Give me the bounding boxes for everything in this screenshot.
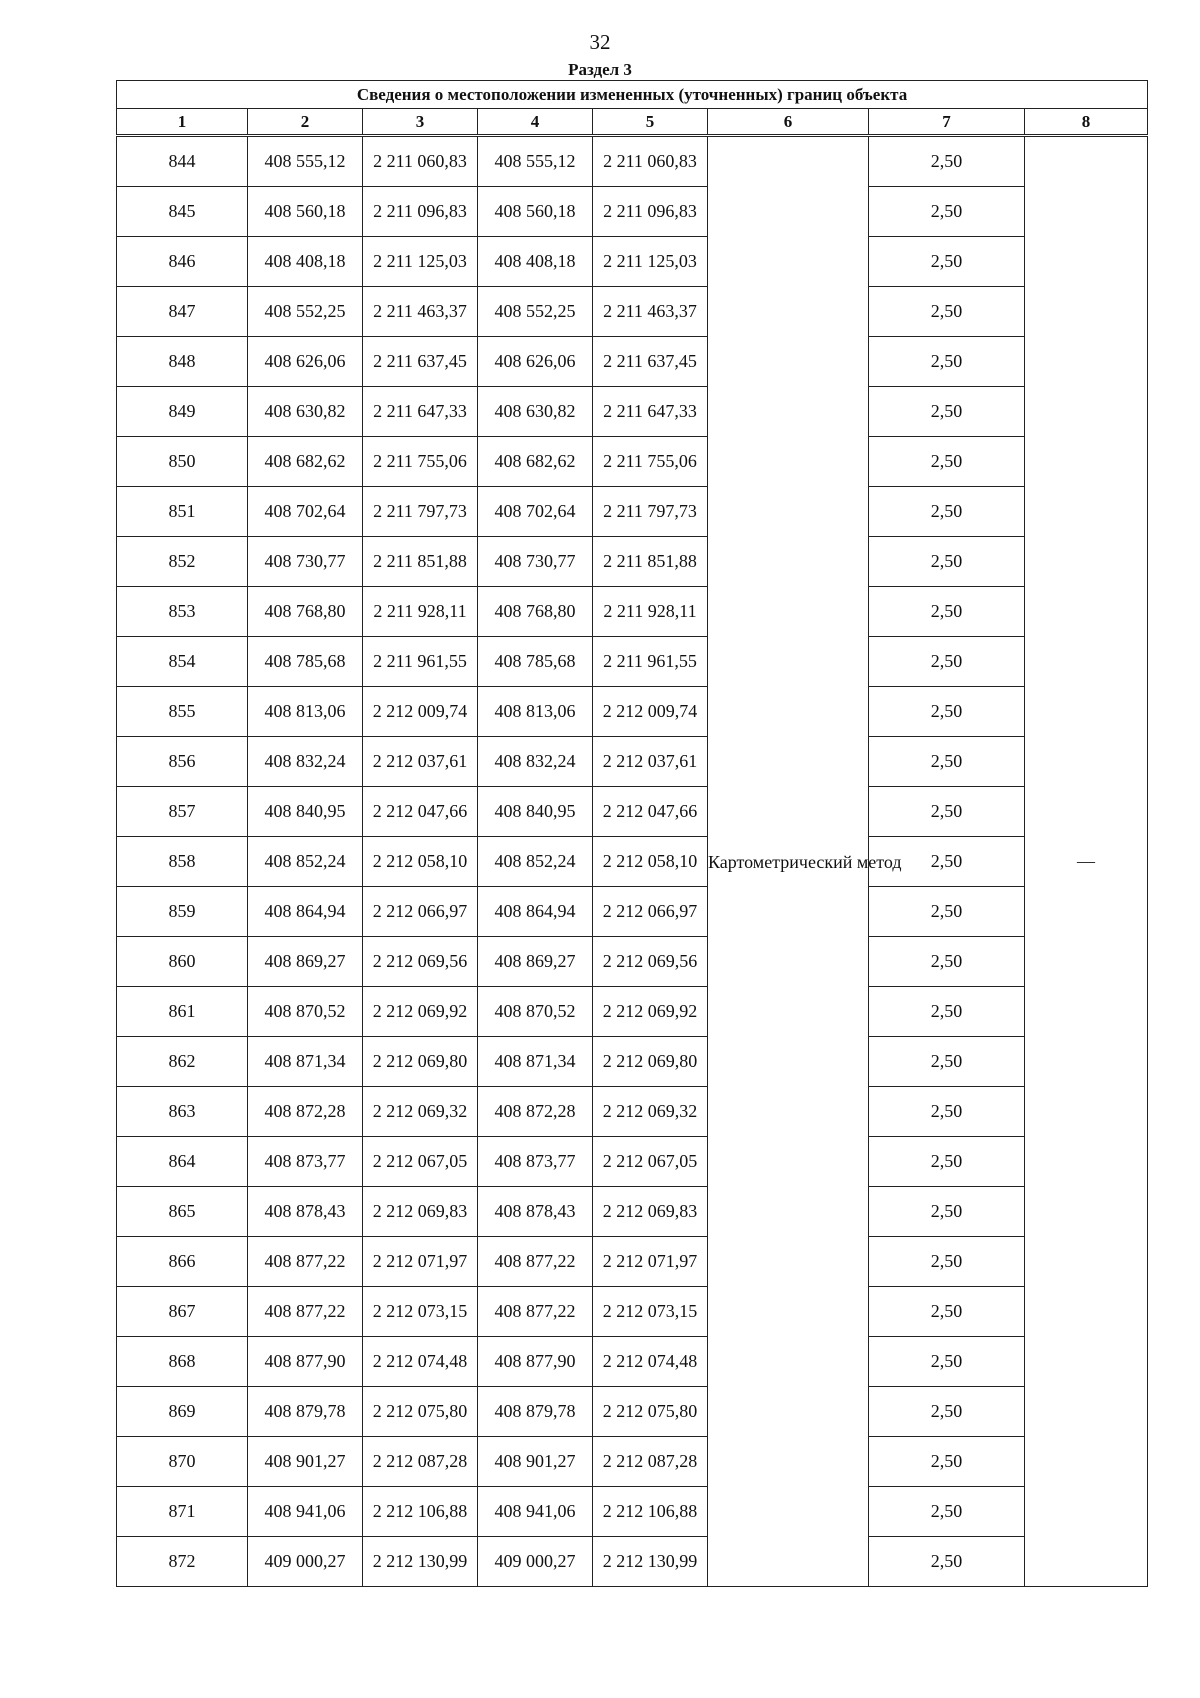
x-old-cell: 408 879,78 [248,1387,363,1437]
column-number: 4 [478,109,593,136]
x-old-cell: 408 702,64 [248,487,363,537]
page-number: 32 [589,30,611,54]
y-old-cell: 2 212 074,48 [363,1337,478,1387]
y-new-cell: 2 212 037,61 [593,737,708,787]
table-row [117,987,1148,1037]
x-old-cell: 408 877,22 [248,1287,363,1337]
accuracy-cell: 2,50 [869,887,1025,937]
y-old-cell: 2 212 069,80 [363,1037,478,1087]
y-new-cell: 2 212 069,80 [593,1037,708,1087]
x-old-cell: 408 869,27 [248,937,363,987]
table-row [117,737,1148,787]
table-row [117,337,1148,387]
point-number-cell: 870 [117,1437,248,1487]
x-old-cell: 408 871,34 [248,1037,363,1087]
point-number-cell: 866 [117,1237,248,1287]
column8-cell: — [1025,136,1148,1587]
accuracy-cell: 2,50 [869,1487,1025,1537]
y-old-cell: 2 211 928,11 [363,587,478,637]
x-old-cell: 408 864,94 [248,887,363,937]
x-new-cell: 408 555,12 [478,136,593,187]
x-new-cell: 408 878,43 [478,1187,593,1237]
x-new-cell: 408 901,27 [478,1437,593,1487]
accuracy-cell: 2,50 [869,1087,1025,1137]
y-new-cell: 2 212 009,74 [593,687,708,737]
point-number-cell: 855 [117,687,248,737]
y-new-cell: 2 211 463,37 [593,287,708,337]
x-old-cell: 408 870,52 [248,987,363,1037]
table-row [117,837,1148,887]
accuracy-cell: 2,50 [869,1137,1025,1187]
y-old-cell: 2 212 047,66 [363,787,478,837]
y-old-cell: 2 212 069,83 [363,1187,478,1237]
y-old-cell: 2 212 058,10 [363,837,478,887]
x-new-cell: 408 813,06 [478,687,593,737]
point-number-cell: 846 [117,237,248,287]
column-number: 2 [248,109,363,136]
accuracy-cell: 2,50 [869,1287,1025,1337]
section-title: Раздел 3 [568,60,632,79]
accuracy-cell: 2,50 [869,937,1025,987]
y-new-cell: 2 211 637,45 [593,337,708,387]
y-old-cell: 2 211 060,83 [363,136,478,187]
y-old-cell: 2 212 071,97 [363,1237,478,1287]
x-new-cell: 408 871,34 [478,1037,593,1087]
x-old-cell: 408 877,90 [248,1337,363,1387]
y-old-cell: 2 212 069,56 [363,937,478,987]
point-number-cell: 848 [117,337,248,387]
y-new-cell: 2 212 106,88 [593,1487,708,1537]
x-new-cell: 408 877,90 [478,1337,593,1387]
point-number-cell: 862 [117,1037,248,1087]
x-old-cell: 408 626,06 [248,337,363,387]
x-new-cell: 408 869,27 [478,937,593,987]
column-number: 5 [593,109,708,136]
x-new-cell: 408 941,06 [478,1487,593,1537]
point-number-cell: 864 [117,1137,248,1187]
accuracy-cell: 2,50 [869,437,1025,487]
y-new-cell: 2 212 087,28 [593,1437,708,1487]
table-row [117,1187,1148,1237]
column-number: 7 [869,109,1025,136]
y-old-cell: 2 211 851,88 [363,537,478,587]
x-new-cell: 408 730,77 [478,537,593,587]
y-new-cell: 2 212 130,99 [593,1537,708,1587]
accuracy-cell: 2,50 [869,1537,1025,1587]
y-old-cell: 2 212 069,92 [363,987,478,1037]
accuracy-cell: 2,50 [869,1237,1025,1287]
accuracy-cell: 2,50 [869,337,1025,387]
accuracy-cell: 2,50 [869,387,1025,437]
table-row [117,787,1148,837]
y-new-cell: 2 211 928,11 [593,587,708,637]
accuracy-cell: 2,50 [869,1037,1025,1087]
table-row [117,1437,1148,1487]
y-old-cell: 2 212 075,80 [363,1387,478,1437]
y-old-cell: 2 211 637,45 [363,337,478,387]
y-old-cell: 2 212 067,05 [363,1137,478,1187]
y-old-cell: 2 211 647,33 [363,387,478,437]
x-new-cell: 408 879,78 [478,1387,593,1437]
point-number-cell: 849 [117,387,248,437]
point-number-cell: 847 [117,287,248,337]
table-body [117,136,1148,1587]
table-row [117,537,1148,587]
y-old-cell: 2 212 073,15 [363,1287,478,1337]
table-caption-row [117,81,1148,109]
accuracy-cell: 2,50 [869,587,1025,637]
x-old-cell: 408 408,18 [248,237,363,287]
y-new-cell: 2 211 096,83 [593,187,708,237]
accuracy-cell: 2,50 [869,837,1025,887]
table-row [117,387,1148,437]
y-new-cell: 2 212 066,97 [593,887,708,937]
table-row [117,887,1148,937]
column-number: 1 [117,109,248,136]
point-number-cell: 844 [117,136,248,187]
y-old-cell: 2 211 096,83 [363,187,478,237]
table-row [117,437,1148,487]
x-old-cell: 408 941,06 [248,1487,363,1537]
x-new-cell: 408 840,95 [478,787,593,837]
x-new-cell: 408 852,24 [478,837,593,887]
x-old-cell: 408 768,80 [248,587,363,637]
accuracy-cell: 2,50 [869,1387,1025,1437]
column-number: 8 [1025,109,1148,136]
point-number-cell: 853 [117,587,248,637]
y-old-cell: 2 212 069,32 [363,1087,478,1137]
table-row [117,187,1148,237]
accuracy-cell: 2,50 [869,737,1025,787]
x-old-cell: 408 840,95 [248,787,363,837]
y-new-cell: 2 212 073,15 [593,1287,708,1337]
accuracy-cell: 2,50 [869,237,1025,287]
table-row [117,1487,1148,1537]
table-row [117,1137,1148,1187]
point-number-cell: 871 [117,1487,248,1537]
table-row [117,637,1148,687]
x-new-cell: 408 682,62 [478,437,593,487]
y-new-cell: 2 211 755,06 [593,437,708,487]
accuracy-cell: 2,50 [869,987,1025,1037]
y-new-cell: 2 212 069,92 [593,987,708,1037]
accuracy-cell: 2,50 [869,637,1025,687]
point-number-cell: 869 [117,1387,248,1437]
point-number-cell: 857 [117,787,248,837]
point-number-cell: 859 [117,887,248,937]
table-row [117,487,1148,537]
column-number: 6 [708,109,869,136]
y-new-cell: 2 211 125,03 [593,237,708,287]
accuracy-cell: 2,50 [869,187,1025,237]
x-old-cell: 408 552,25 [248,287,363,337]
accuracy-cell: 2,50 [869,1437,1025,1487]
column-number: 3 [363,109,478,136]
y-new-cell: 2 211 961,55 [593,637,708,687]
x-new-cell: 408 877,22 [478,1237,593,1287]
point-number-cell: 852 [117,537,248,587]
table-row [117,1037,1148,1087]
y-new-cell: 2 211 060,83 [593,136,708,187]
accuracy-cell: 2,50 [869,136,1025,187]
table-row [117,1087,1148,1137]
x-new-cell: 408 877,22 [478,1287,593,1337]
x-new-cell: 408 560,18 [478,187,593,237]
y-old-cell: 2 212 037,61 [363,737,478,787]
y-new-cell: 2 211 647,33 [593,387,708,437]
accuracy-cell: 2,50 [869,687,1025,737]
x-old-cell: 409 000,27 [248,1537,363,1587]
x-old-cell: 408 560,18 [248,187,363,237]
table-row [117,937,1148,987]
column-number-row [117,109,1148,136]
point-number-cell: 851 [117,487,248,537]
y-old-cell: 2 211 125,03 [363,237,478,287]
table-row [117,1387,1148,1437]
x-old-cell: 408 901,27 [248,1437,363,1487]
x-new-cell: 408 630,82 [478,387,593,437]
x-old-cell: 408 682,62 [248,437,363,487]
table-caption: Сведения о местоположении измененных (уточненных) границ объекта [117,81,1148,109]
x-old-cell: 408 813,06 [248,687,363,737]
x-old-cell: 408 555,12 [248,136,363,187]
x-new-cell: 408 626,06 [478,337,593,387]
table-row [117,687,1148,737]
y-new-cell: 2 212 047,66 [593,787,708,837]
accuracy-cell: 2,50 [869,287,1025,337]
y-new-cell: 2 211 797,73 [593,487,708,537]
table-row [117,136,1148,187]
table-row [117,237,1148,287]
y-old-cell: 2 212 066,97 [363,887,478,937]
table-row [117,1537,1148,1587]
x-new-cell: 408 552,25 [478,287,593,337]
x-old-cell: 408 730,77 [248,537,363,587]
table-row [117,587,1148,637]
x-new-cell: 408 702,64 [478,487,593,537]
method-cell: Картометрический метод [708,136,869,1587]
point-number-cell: 854 [117,637,248,687]
y-old-cell: 2 211 961,55 [363,637,478,687]
table-row [117,1237,1148,1287]
y-new-cell: 2 212 071,97 [593,1237,708,1287]
y-old-cell: 2 211 797,73 [363,487,478,537]
x-new-cell: 408 768,80 [478,587,593,637]
x-old-cell: 408 872,28 [248,1087,363,1137]
point-number-cell: 865 [117,1187,248,1237]
x-old-cell: 408 878,43 [248,1187,363,1237]
point-number-cell: 860 [117,937,248,987]
x-old-cell: 408 832,24 [248,737,363,787]
y-new-cell: 2 212 074,48 [593,1337,708,1387]
y-old-cell: 2 212 009,74 [363,687,478,737]
x-new-cell: 408 408,18 [478,237,593,287]
y-new-cell: 2 211 851,88 [593,537,708,587]
x-old-cell: 408 630,82 [248,387,363,437]
x-new-cell: 408 870,52 [478,987,593,1037]
point-number-cell: 856 [117,737,248,787]
y-new-cell: 2 212 058,10 [593,837,708,887]
coordinates-table [116,80,1148,1587]
table-row [117,287,1148,337]
x-new-cell: 409 000,27 [478,1537,593,1587]
accuracy-cell: 2,50 [869,787,1025,837]
x-old-cell: 408 873,77 [248,1137,363,1187]
accuracy-cell: 2,50 [869,1187,1025,1237]
y-new-cell: 2 212 067,05 [593,1137,708,1187]
table-row [117,1337,1148,1387]
accuracy-cell: 2,50 [869,1337,1025,1387]
x-new-cell: 408 872,28 [478,1087,593,1137]
accuracy-cell: 2,50 [869,537,1025,587]
y-new-cell: 2 212 069,56 [593,937,708,987]
y-new-cell: 2 212 075,80 [593,1387,708,1437]
accuracy-cell: 2,50 [869,487,1025,537]
point-number-cell: 858 [117,837,248,887]
point-number-cell: 861 [117,987,248,1037]
y-new-cell: 2 212 069,32 [593,1087,708,1137]
x-new-cell: 408 785,68 [478,637,593,687]
y-old-cell: 2 212 130,99 [363,1537,478,1587]
y-old-cell: 2 212 087,28 [363,1437,478,1487]
x-old-cell: 408 852,24 [248,837,363,887]
y-old-cell: 2 212 106,88 [363,1487,478,1537]
x-new-cell: 408 873,77 [478,1137,593,1187]
x-new-cell: 408 832,24 [478,737,593,787]
y-old-cell: 2 211 463,37 [363,287,478,337]
point-number-cell: 868 [117,1337,248,1387]
x-old-cell: 408 877,22 [248,1237,363,1287]
y-old-cell: 2 211 755,06 [363,437,478,487]
point-number-cell: 845 [117,187,248,237]
point-number-cell: 872 [117,1537,248,1587]
table-row [117,1287,1148,1337]
x-new-cell: 408 864,94 [478,887,593,937]
y-new-cell: 2 212 069,83 [593,1187,708,1237]
point-number-cell: 850 [117,437,248,487]
point-number-cell: 863 [117,1087,248,1137]
point-number-cell: 867 [117,1287,248,1337]
x-old-cell: 408 785,68 [248,637,363,687]
